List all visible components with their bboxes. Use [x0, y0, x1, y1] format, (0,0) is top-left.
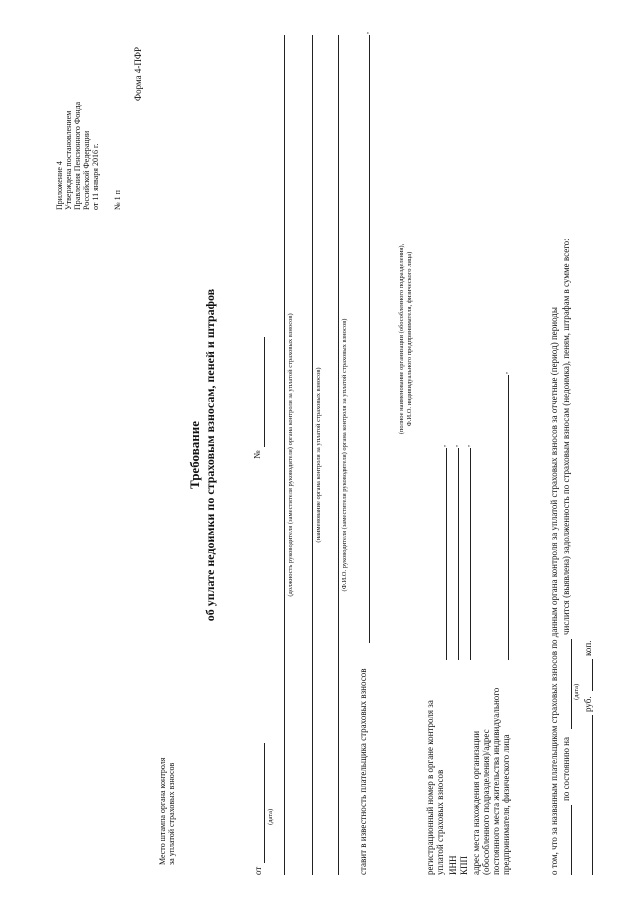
date-line [264, 743, 265, 863]
address-label: адрес места нахождения организации (обособленного подразделения)/адрес постоянного места жительства индивидуального предпринимателя, физического лица [471, 687, 511, 875]
debt-paragraph-line1: о том, что за названным плательщиком страховых взносов по данным органа контроля за уплатой страховых взносов за отчетные (период) периоды [549, 307, 559, 875]
payer-hint-1: (полное наименование организации (обособленного подразделения), [398, 243, 405, 435]
org-name-hint: (наименование органа контроля за уплатой страховых взносов) [315, 367, 322, 543]
stamp-line: Место штампа органа контроля [158, 757, 167, 865]
fio-line [338, 35, 339, 875]
as-of-date-hint: (дата) [573, 683, 580, 700]
inn-line [458, 448, 459, 660]
appendix-line: Приложение 4 [55, 161, 64, 210]
kpp-label: КПП [459, 855, 469, 875]
appendix-line: Правления Пенсионного Фонда [73, 101, 82, 210]
appendix-block [55, 102, 100, 210]
appendix-line: Российской Федерации [82, 130, 91, 210]
reg-comma: , [438, 445, 447, 447]
position-hint: (должность руководителя (заместителя руководителя) органа контроля за уплатой страховых взносов) [287, 313, 294, 597]
as-of-label: по состоянию на [561, 737, 571, 801]
kop-label: коп. [583, 640, 593, 656]
inn-comma: , [450, 445, 459, 447]
document-number: № 1 п [113, 190, 122, 210]
org-name-line [312, 35, 313, 875]
kop-line [592, 659, 593, 691]
number-line [264, 337, 265, 447]
payer-comma: , [361, 32, 370, 34]
payer-hint-2: Ф.И.О. индивидуального предпринимателя, физического лица) [406, 251, 413, 427]
informs-label: ставит в известность плательщика страховых взносов [358, 668, 368, 875]
kpp-comma: , [462, 445, 471, 447]
period-line [571, 805, 572, 875]
stamp-place [158, 758, 176, 865]
appendix-line: от 11 января 2016 г. [91, 143, 100, 210]
payer-line [369, 35, 370, 643]
stamp-line: за уплатой страховых взносов [167, 762, 176, 865]
kpp-line [470, 448, 471, 660]
document-subtitle: об уплате недоимки по страховым взносам, пеней и штрафов [203, 288, 217, 622]
rub-label: руб. [583, 696, 593, 712]
form-name: Форма 4-ПФР [133, 47, 143, 101]
position-line [284, 35, 285, 875]
ot-label: от [253, 866, 263, 875]
appendix-line: Утверждена постановлением [64, 110, 73, 210]
fio-hint: (Ф.И.О. руководителя (заместителя руководителя) органа контроля за уплатой страховых взносов) [341, 318, 348, 592]
date-hint: (дата) [267, 808, 274, 825]
document-title: Требование [187, 421, 202, 489]
address-comma: , [500, 372, 509, 374]
rub-line [592, 715, 593, 875]
inn-label: ИНН [448, 855, 458, 875]
as-of-date-line [571, 639, 572, 729]
address-line [508, 375, 509, 660]
number-sign: № [252, 450, 262, 459]
reg-number-label: регистрационный номер в органе контроля за уплатой страховых взносов [425, 700, 445, 875]
reg-number-line [446, 448, 447, 660]
debt-paragraph-line2: числится (выявлена) задолженность по страховым взносам (недоимка), пеням, штрафам в сумме всего: [561, 238, 571, 635]
